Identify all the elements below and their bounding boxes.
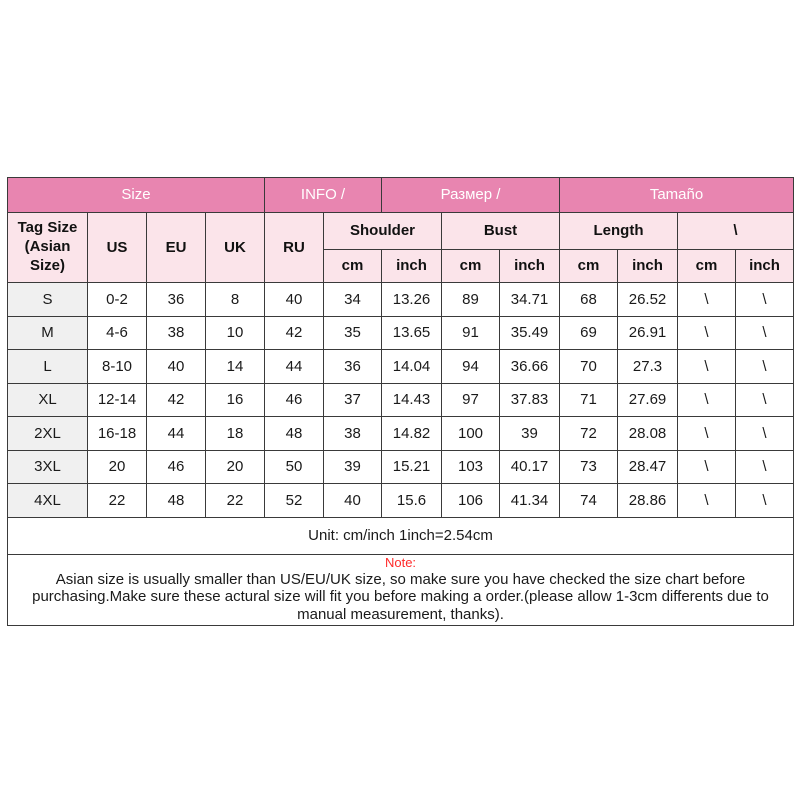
unit-bust-inch: inch bbox=[500, 250, 560, 283]
unit-length-inch: inch bbox=[618, 250, 678, 283]
cell-shoulder-cm: 38 bbox=[324, 417, 382, 451]
table-row bbox=[8, 283, 794, 317]
cell-bust-inch: 39 bbox=[500, 417, 560, 451]
cell-shoulder-cm: 35 bbox=[324, 316, 382, 350]
cell-uk: 20 bbox=[206, 450, 265, 484]
cell-blank-inch: \ bbox=[736, 484, 794, 518]
cell-uk: 18 bbox=[206, 417, 265, 451]
cell-size: L bbox=[8, 350, 88, 384]
header-blank-group: \ bbox=[678, 213, 794, 250]
cell-eu: 40 bbox=[147, 350, 206, 384]
cell-ru: 42 bbox=[265, 316, 324, 350]
cell-eu: 42 bbox=[147, 383, 206, 417]
table-row bbox=[8, 417, 794, 451]
cell-size: M bbox=[8, 316, 88, 350]
size-chart-table bbox=[7, 177, 794, 626]
title-info: INFO / bbox=[265, 178, 382, 213]
cell-blank-inch: \ bbox=[736, 316, 794, 350]
header-row-1 bbox=[8, 213, 794, 250]
unit-row bbox=[8, 517, 794, 554]
cell-bust-inch: 37.83 bbox=[500, 383, 560, 417]
header-length: Length bbox=[560, 213, 678, 250]
cell-length-cm: 68 bbox=[560, 283, 618, 317]
cell-length-cm: 74 bbox=[560, 484, 618, 518]
cell-ru: 40 bbox=[265, 283, 324, 317]
header-shoulder: Shoulder bbox=[324, 213, 442, 250]
cell-shoulder-cm: 36 bbox=[324, 350, 382, 384]
cell-blank-cm: \ bbox=[678, 283, 736, 317]
table-row bbox=[8, 316, 794, 350]
unit-length-cm: cm bbox=[560, 250, 618, 283]
cell-shoulder-cm: 37 bbox=[324, 383, 382, 417]
cell-shoulder-inch: 13.65 bbox=[382, 316, 442, 350]
cell-length-cm: 70 bbox=[560, 350, 618, 384]
cell-length-cm: 72 bbox=[560, 417, 618, 451]
cell-blank-cm: \ bbox=[678, 450, 736, 484]
cell-us: 4-6 bbox=[88, 316, 147, 350]
cell-blank-inch: \ bbox=[736, 283, 794, 317]
title-size: Size bbox=[8, 178, 265, 213]
cell-size: S bbox=[8, 283, 88, 317]
cell-ru: 46 bbox=[265, 383, 324, 417]
header-bust: Bust bbox=[442, 213, 560, 250]
cell-shoulder-inch: 15.6 bbox=[382, 484, 442, 518]
cell-length-inch: 28.47 bbox=[618, 450, 678, 484]
cell-uk: 8 bbox=[206, 283, 265, 317]
table-row bbox=[8, 484, 794, 518]
cell-uk: 16 bbox=[206, 383, 265, 417]
note-text: Asian size is usually smaller than US/EU/UK size, so make sure you have checked the size chart before purchasing.Make sure these actural size will fit you before making a order.(please allow 1-3cm differents due to manual measurement, thanks). bbox=[32, 571, 769, 623]
header-ru: RU bbox=[265, 213, 324, 283]
header-eu: EU bbox=[147, 213, 206, 283]
cell-shoulder-inch: 14.04 bbox=[382, 350, 442, 384]
cell-bust-inch: 40.17 bbox=[500, 450, 560, 484]
cell-bust-cm: 91 bbox=[442, 316, 500, 350]
cell-bust-inch: 35.49 bbox=[500, 316, 560, 350]
unit-shoulder-inch: inch bbox=[382, 250, 442, 283]
cell-length-inch: 27.69 bbox=[618, 383, 678, 417]
cell-eu: 36 bbox=[147, 283, 206, 317]
header-tag-size: Tag Size (Asian Size) bbox=[8, 213, 88, 283]
note-row bbox=[8, 554, 794, 625]
cell-uk: 14 bbox=[206, 350, 265, 384]
cell-us: 8-10 bbox=[88, 350, 147, 384]
cell-uk: 22 bbox=[206, 484, 265, 518]
note-title: Note: bbox=[384, 555, 417, 571]
unit-shoulder-cm: cm bbox=[324, 250, 382, 283]
cell-bust-cm: 100 bbox=[442, 417, 500, 451]
cell-length-cm: 73 bbox=[560, 450, 618, 484]
cell-blank-cm: \ bbox=[678, 316, 736, 350]
cell-blank-cm: \ bbox=[678, 484, 736, 518]
cell-us: 16-18 bbox=[88, 417, 147, 451]
cell-blank-inch: \ bbox=[736, 417, 794, 451]
cell-size: XL bbox=[8, 383, 88, 417]
cell-shoulder-inch: 13.26 bbox=[382, 283, 442, 317]
cell-shoulder-inch: 14.82 bbox=[382, 417, 442, 451]
cell-bust-inch: 41.34 bbox=[500, 484, 560, 518]
cell-ru: 44 bbox=[265, 350, 324, 384]
table-row bbox=[8, 350, 794, 384]
cell-bust-cm: 97 bbox=[442, 383, 500, 417]
cell-size: 2XL bbox=[8, 417, 88, 451]
cell-length-inch: 26.91 bbox=[618, 316, 678, 350]
cell-length-inch: 28.86 bbox=[618, 484, 678, 518]
cell-bust-inch: 36.66 bbox=[500, 350, 560, 384]
title-row bbox=[8, 178, 794, 213]
cell-blank-inch: \ bbox=[736, 350, 794, 384]
unit-blank-cm: cm bbox=[678, 250, 736, 283]
cell-uk: 10 bbox=[206, 316, 265, 350]
unit-note: Unit: cm/inch 1inch=2.54cm bbox=[8, 517, 794, 554]
table-row bbox=[8, 450, 794, 484]
cell-us: 20 bbox=[88, 450, 147, 484]
cell-ru: 48 bbox=[265, 417, 324, 451]
cell-bust-cm: 94 bbox=[442, 350, 500, 384]
unit-bust-cm: cm bbox=[442, 250, 500, 283]
cell-size: 4XL bbox=[8, 484, 88, 518]
cell-shoulder-inch: 15.21 bbox=[382, 450, 442, 484]
header-uk: UK bbox=[206, 213, 265, 283]
cell-us: 0-2 bbox=[88, 283, 147, 317]
cell-length-inch: 26.52 bbox=[618, 283, 678, 317]
cell-ru: 50 bbox=[265, 450, 324, 484]
cell-blank-inch: \ bbox=[736, 383, 794, 417]
title-tamano: Tamaño bbox=[560, 178, 794, 213]
cell-eu: 46 bbox=[147, 450, 206, 484]
cell-bust-inch: 34.71 bbox=[500, 283, 560, 317]
cell-shoulder-cm: 39 bbox=[324, 450, 382, 484]
cell-length-cm: 69 bbox=[560, 316, 618, 350]
cell-shoulder-cm: 34 bbox=[324, 283, 382, 317]
cell-shoulder-inch: 14.43 bbox=[382, 383, 442, 417]
title-razmer: Размер / bbox=[382, 178, 560, 213]
cell-eu: 38 bbox=[147, 316, 206, 350]
cell-eu: 44 bbox=[147, 417, 206, 451]
cell-length-inch: 27.3 bbox=[618, 350, 678, 384]
cell-us: 22 bbox=[88, 484, 147, 518]
cell-bust-cm: 89 bbox=[442, 283, 500, 317]
cell-blank-cm: \ bbox=[678, 350, 736, 384]
cell-blank-cm: \ bbox=[678, 383, 736, 417]
cell-length-cm: 71 bbox=[560, 383, 618, 417]
note-cell bbox=[8, 554, 794, 625]
header-us: US bbox=[88, 213, 147, 283]
cell-size: 3XL bbox=[8, 450, 88, 484]
cell-bust-cm: 106 bbox=[442, 484, 500, 518]
cell-bust-cm: 103 bbox=[442, 450, 500, 484]
cell-blank-cm: \ bbox=[678, 417, 736, 451]
cell-shoulder-cm: 40 bbox=[324, 484, 382, 518]
cell-length-inch: 28.08 bbox=[618, 417, 678, 451]
cell-eu: 48 bbox=[147, 484, 206, 518]
unit-blank-inch: inch bbox=[736, 250, 794, 283]
cell-us: 12-14 bbox=[88, 383, 147, 417]
table-row bbox=[8, 383, 794, 417]
cell-ru: 52 bbox=[265, 484, 324, 518]
cell-blank-inch: \ bbox=[736, 450, 794, 484]
